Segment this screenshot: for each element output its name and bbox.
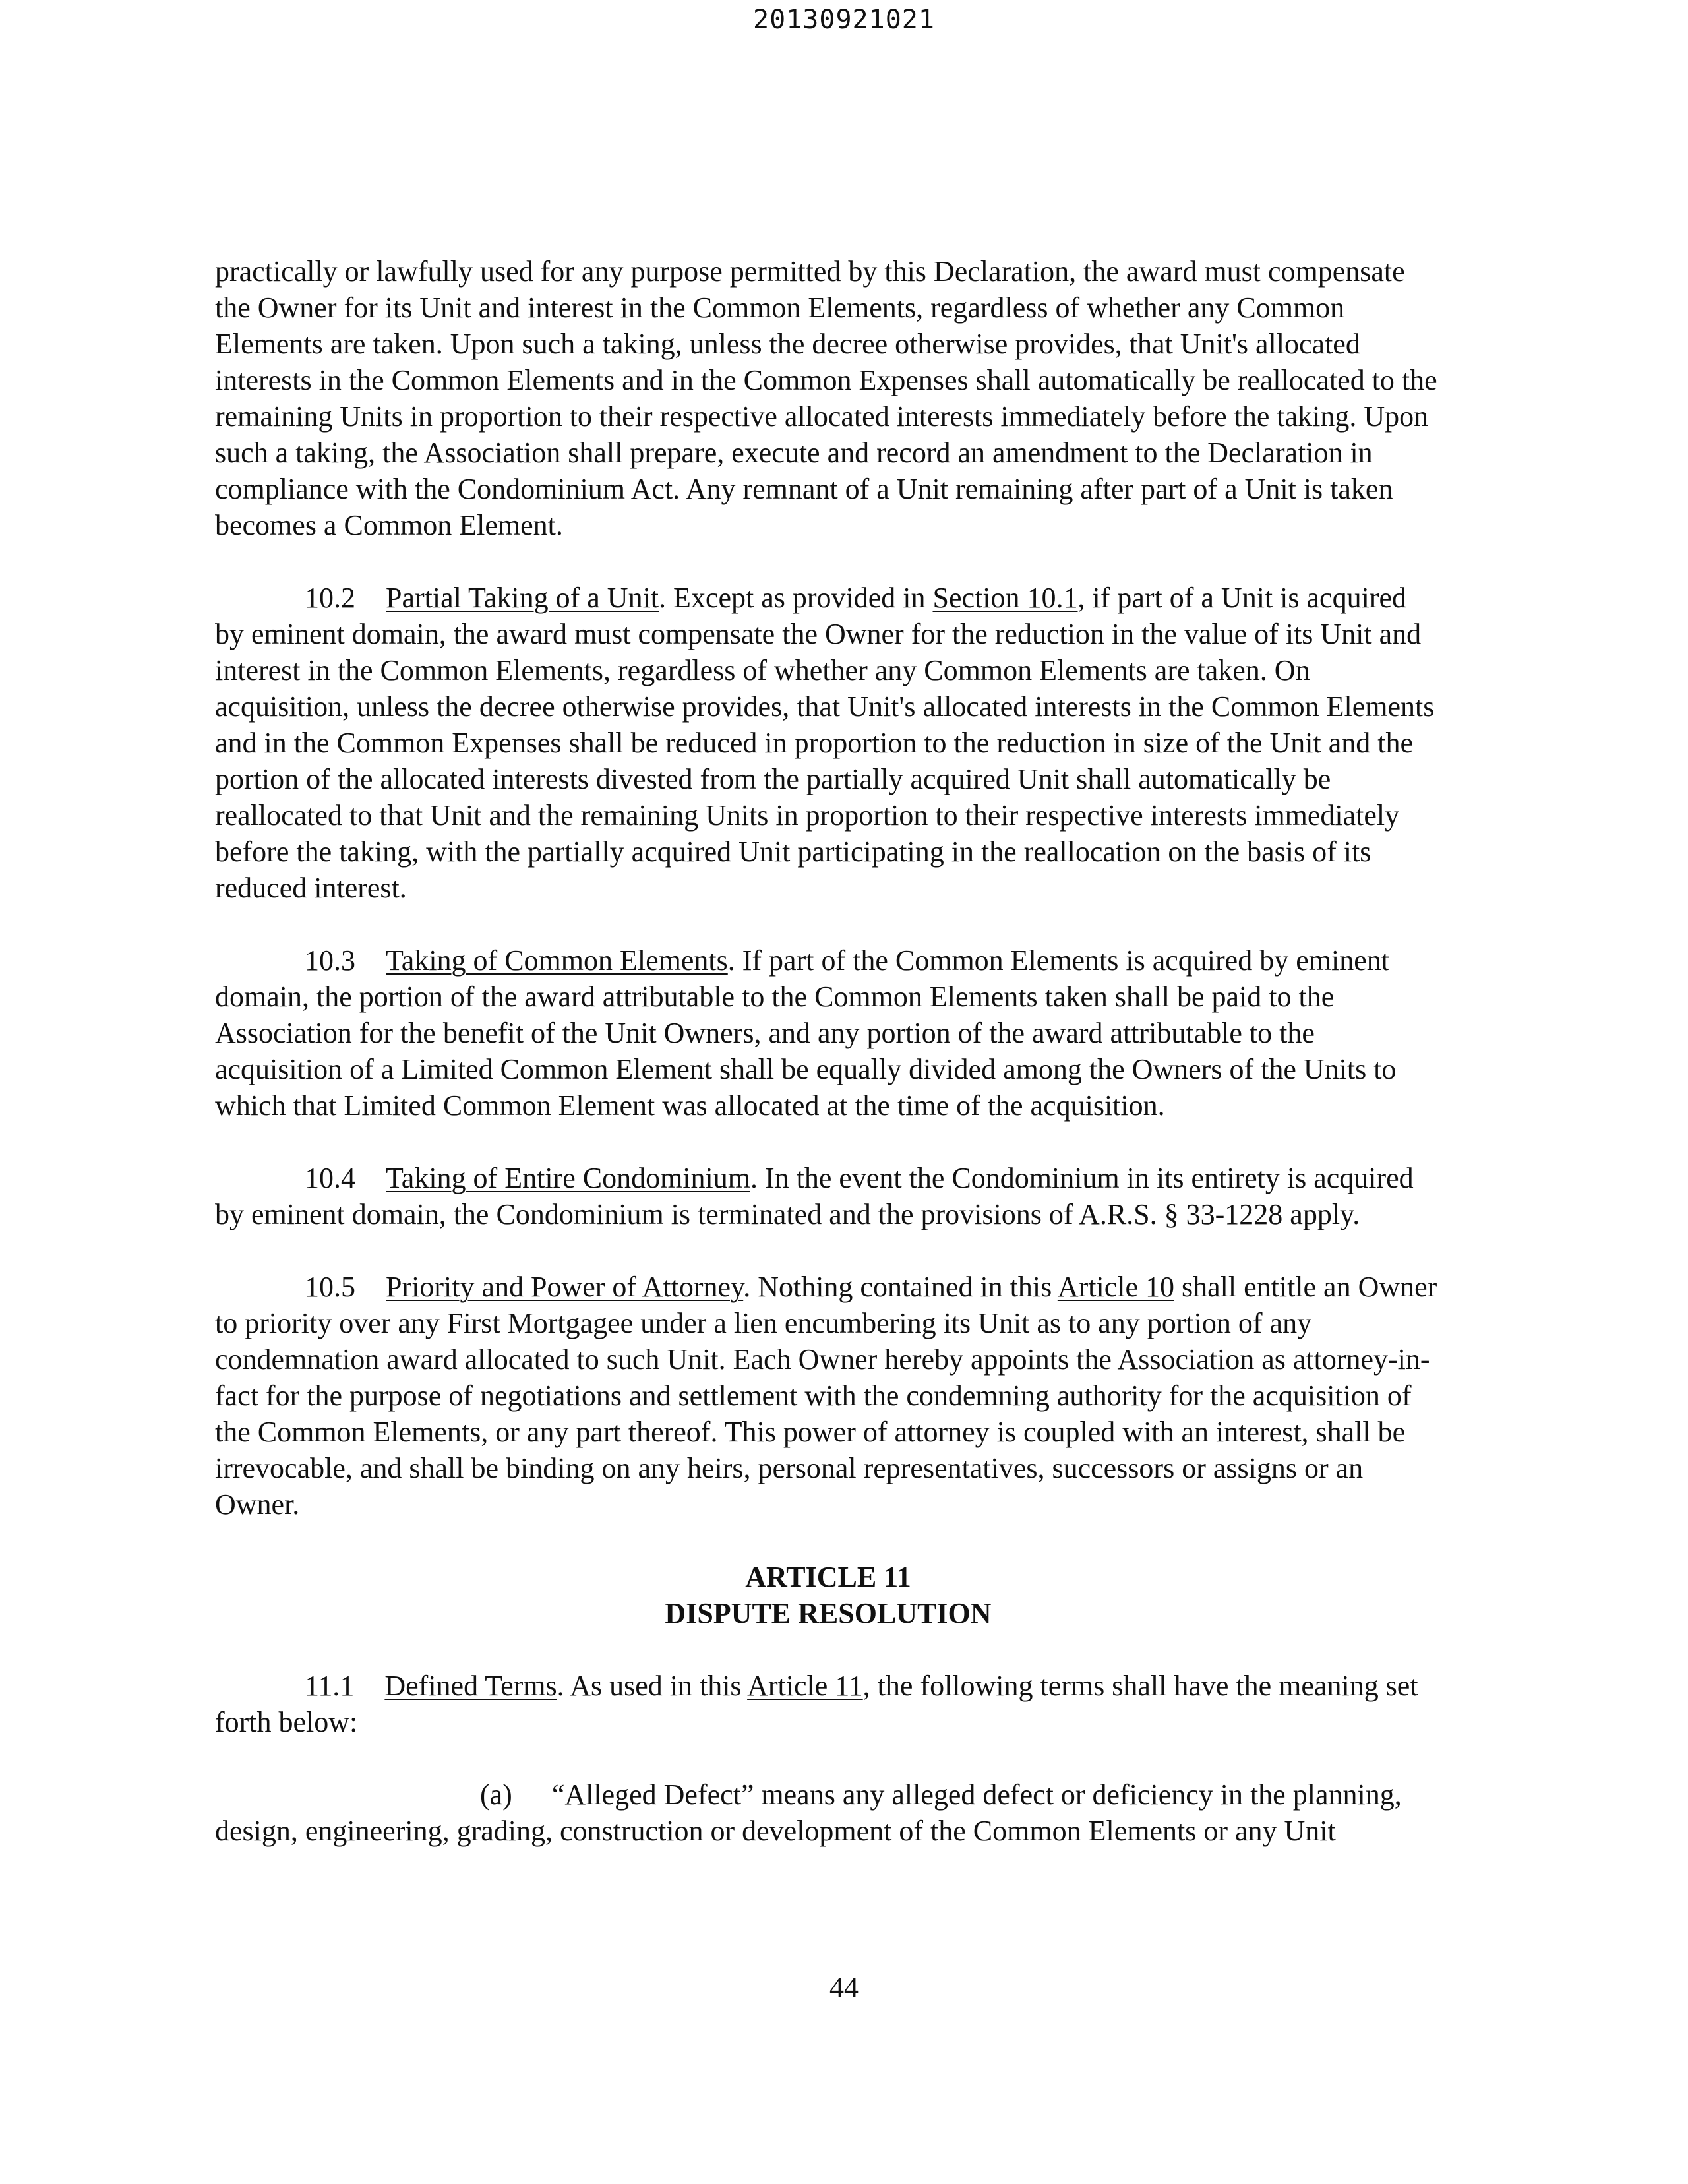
section-text: shall entitle an Owner to priority over any First Mortgagee under a lien encumbering its Unit as to any portion of any condemnation award allocated to such Unit. Each Owner hereby appoints the Association as attorney-in-fact for the purpose of negotiations and settlement with the condemning authority for the acquisition of the Common Elements, or any part thereof. This power of attorney is coupled with an interest, shall be irrevocable, and shall be binding on any heirs, personal representatives, successors or assigns or an Owner. — [215, 1271, 1437, 1521]
section-text: , the following terms shall have the meaning set forth below: — [215, 1670, 1418, 1738]
subsection-label: (a) — [480, 1778, 512, 1811]
article-title: DISPUTE RESOLUTION — [665, 1597, 992, 1629]
section-reference: Article 10 — [1057, 1271, 1174, 1303]
section-text: . As used in this — [557, 1670, 748, 1702]
section-title: Taking of Entire Condominium — [386, 1162, 750, 1194]
section-title: Defined Terms — [384, 1670, 557, 1702]
section-number: 10.2 — [305, 582, 355, 614]
section-number: 10.5 — [305, 1271, 355, 1303]
section-10-5 — [215, 1269, 1441, 1523]
paragraph-continuation — [215, 253, 1441, 543]
section-reference: Section 10.1 — [932, 582, 1078, 614]
section-10-2 — [215, 580, 1441, 906]
document-number: 20130921021 — [753, 5, 935, 35]
document-body — [215, 253, 1441, 1885]
section-reference: Article 11 — [747, 1670, 863, 1702]
page-number: 44 — [829, 1971, 859, 2003]
section-text: . Nothing contained in this — [743, 1271, 1058, 1303]
section-number: 10.4 — [305, 1162, 355, 1194]
section-text: . If part of the Common Elements is acquired by eminent domain, the portion of the award attributable to the Common Elements taken shall be paid to the Association for the benefit of the Unit Owners, and any portion of the award attributable to the acquisition of a Limited Common Element shall be equally divided among the Owners of the Units to which that Limited Common Element was allocated at the time of the acquisition. — [215, 944, 1397, 1122]
section-text: . In the event the Condominium in its entirety is acquired by eminent domain, the Condominium is terminated and the provisions of A.R.S. § 33-1228 apply. — [215, 1162, 1414, 1230]
subsection-text: “Alleged Defect” means any alleged defect or deficiency in the planning, design, engineering, grading, construction or development of the Common Elements or any Unit — [215, 1778, 1402, 1847]
section-number: 11.1 — [305, 1670, 355, 1702]
section-number: 10.3 — [305, 944, 355, 977]
subsection-11-1-a — [215, 1776, 1441, 1849]
article-heading — [215, 1559, 1441, 1631]
section-10-3 — [215, 942, 1441, 1124]
paragraph-text: practically or lawfully used for any purpose permitted by this Declaration, the award must compensate the Owner for its Unit and interest in the Common Elements, regardless of whether any Common Elements are taken. Upon such a taking, unless the decree otherwise provides, that Unit's allocated interests in the Common Elements and in the Common Expenses shall automatically be reallocated to the remaining Units in proportion to their respective allocated interests immediately before the taking. Upon such a taking, the Association shall prepare, execute and record an amendment to the Declaration in compliance with the Condominium Act. Any remnant of a Unit remaining after part of a Unit is taken becomes a Common Element. — [215, 255, 1437, 541]
section-11-1 — [215, 1668, 1441, 1740]
section-text: , if part of a Unit is acquired by eminent domain, the award must compensate the Owner for the reduction in the value of its Unit and interest in the Common Elements, regardless of whether any Common Elements are taken. On acquisition, unless the decree otherwise provides, that Unit's allocated interests in the Common Elements and in the Common Expenses shall be reduced in proportion to the reduction in size of the Unit and the portion of the allocated interests divested from the partially acquired Unit shall automatically be reallocated to that Unit and the remaining Units in proportion to their respective interests immediately before the taking, with the partially acquired Unit participating in the reallocation on the basis of its reduced interest. — [215, 582, 1435, 904]
section-title: Taking of Common Elements — [386, 944, 728, 977]
section-text: . Except as provided in — [659, 582, 933, 614]
section-title: Priority and Power of Attorney — [386, 1271, 744, 1303]
section-title: Partial Taking of a Unit — [386, 582, 659, 614]
article-number: ARTICLE 11 — [745, 1561, 911, 1593]
section-10-4 — [215, 1160, 1441, 1232]
